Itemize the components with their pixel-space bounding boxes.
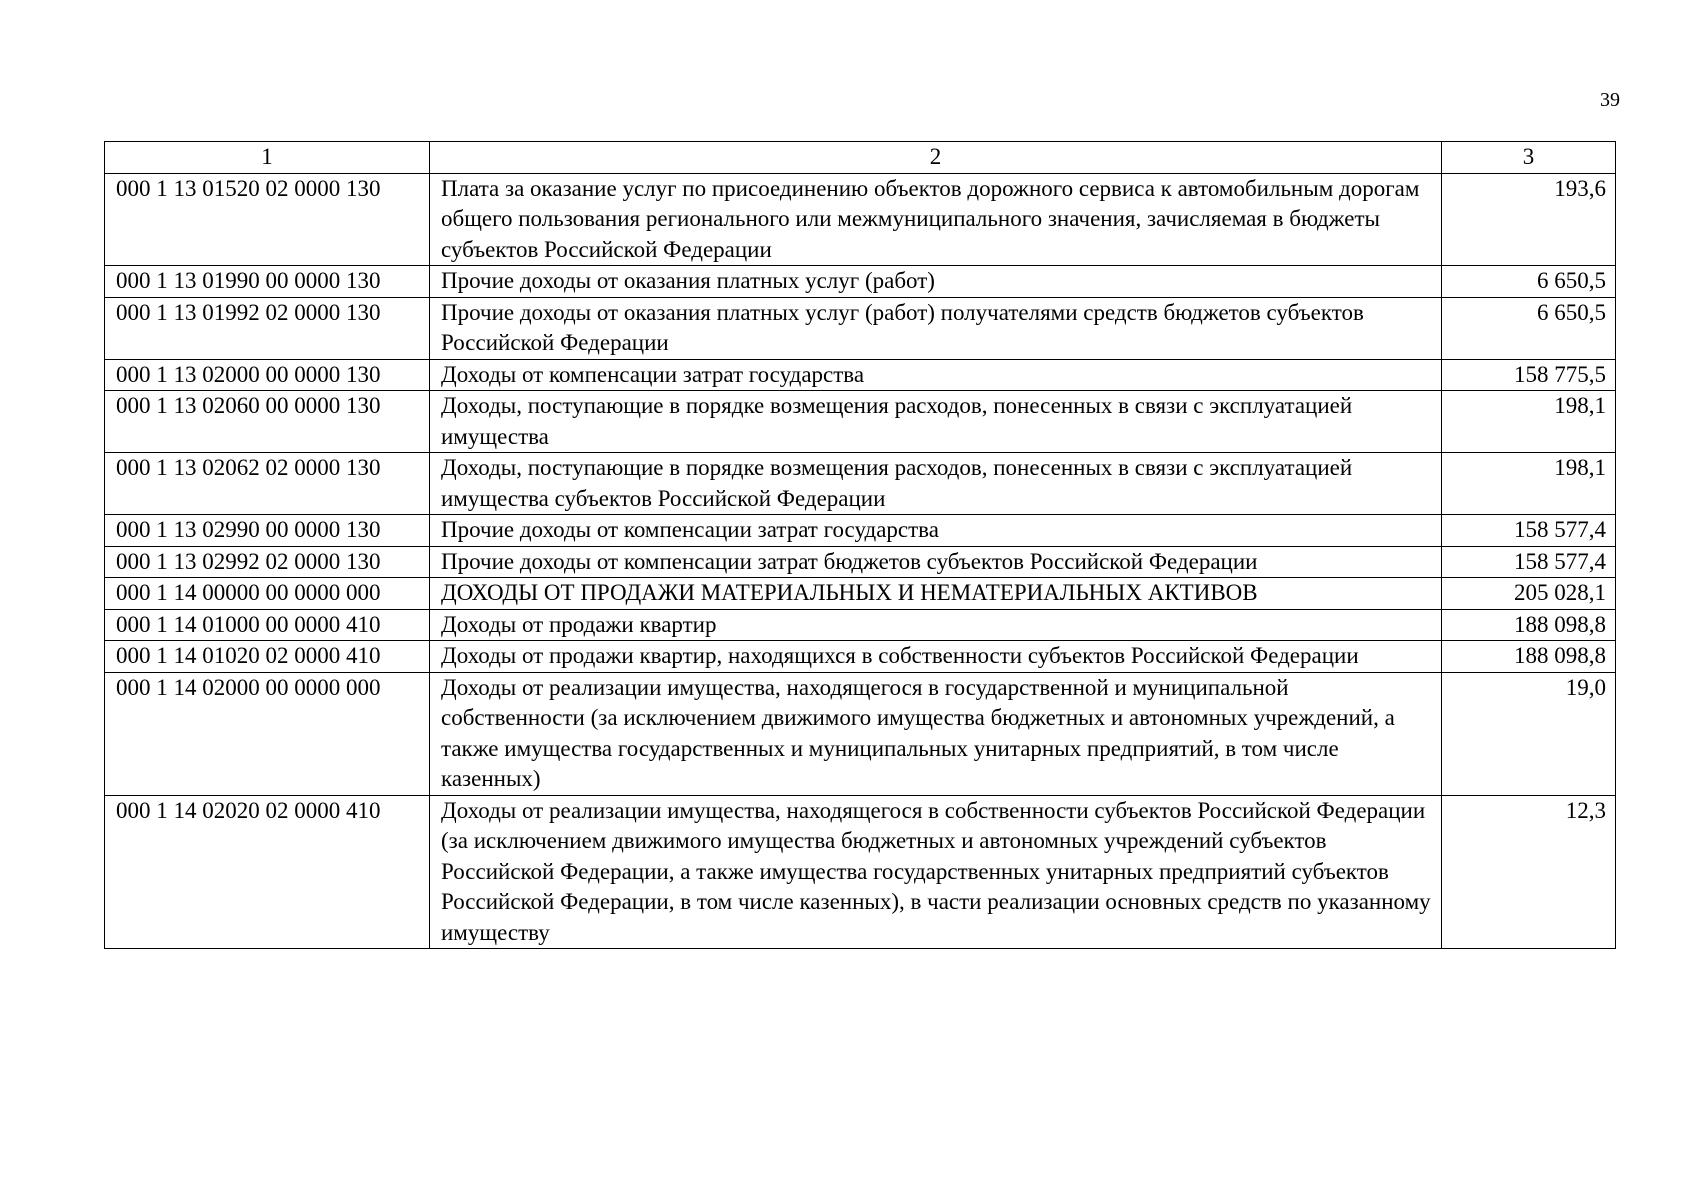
table-header — [105, 142, 1616, 174]
classification-code: 000 1 13 02990 00 0000 130 — [105, 515, 430, 547]
revenue-amount: 19,0 — [1442, 672, 1616, 795]
header-row — [105, 142, 1616, 174]
revenue-description: ДОХОДЫ ОТ ПРОДАЖИ МАТЕРИАЛЬНЫХ И НЕМАТЕРИАЛЬНЫХ АКТИВОВ — [430, 578, 1442, 610]
revenue-description: Доходы от реализации имущества, находящегося в собственности субъектов Российской Федерации (за исключением движимого имущества бюджетных и автономных учреждений субъектов Российской Федерации, а также имущества государственных унитарных предприятий субъектов Российской Федерации, в том числе казенных), в части реализации основных средств по указанному имуществу — [430, 795, 1442, 949]
classification-code: 000 1 13 02992 02 0000 130 — [105, 546, 430, 578]
classification-code: 000 1 14 00000 00 0000 000 — [105, 578, 430, 610]
revenue-amount: 188 098,8 — [1442, 641, 1616, 673]
column-header-description: 2 — [430, 142, 1442, 174]
revenue-amount: 12,3 — [1442, 795, 1616, 949]
revenue-description: Прочие доходы от оказания платных услуг (работ) получателями средств бюджетов субъектов Российской Федерации — [430, 297, 1442, 359]
page-number: 39 — [1600, 89, 1620, 111]
table-row — [105, 795, 1616, 949]
revenue-amount: 158 577,4 — [1442, 515, 1616, 547]
table-row — [105, 391, 1616, 453]
column-header-amount: 3 — [1442, 142, 1616, 174]
table-row — [105, 641, 1616, 673]
table-row — [105, 266, 1616, 298]
table-row — [105, 546, 1616, 578]
table-row — [105, 173, 1616, 266]
table-row — [105, 453, 1616, 515]
revenue-description: Прочие доходы от оказания платных услуг (работ) — [430, 266, 1442, 298]
classification-code: 000 1 13 01520 02 0000 130 — [105, 173, 430, 266]
revenue-amount: 158 577,4 — [1442, 546, 1616, 578]
revenue-amount: 198,1 — [1442, 391, 1616, 453]
classification-code: 000 1 14 02000 00 0000 000 — [105, 672, 430, 795]
revenue-description: Доходы от компенсации затрат государства — [430, 359, 1442, 391]
revenue-description: Доходы от реализации имущества, находящегося в государственной и муниципальной собственности (за исключением движимого имущества бюджетных и автономных учреждений, а также имущества государственных и муниципальных унитарных предприятий, в том числе казенных) — [430, 672, 1442, 795]
table-row — [105, 297, 1616, 359]
table-row — [105, 515, 1616, 547]
table-row — [105, 672, 1616, 795]
revenue-amount: 193,6 — [1442, 173, 1616, 266]
revenue-amount: 158 775,5 — [1442, 359, 1616, 391]
revenue-description: Плата за оказание услуг по присоединению объектов дорожного сервиса к автомобильным дорогам общего пользования регионального или межмуниципального значения, зачисляемая в бюджеты субъектов Российской Федерации — [430, 173, 1442, 266]
classification-code: 000 1 13 02062 02 0000 130 — [105, 453, 430, 515]
column-header-code: 1 — [105, 142, 430, 174]
table-body — [105, 173, 1616, 949]
revenue-description: Доходы, поступающие в порядке возмещения расходов, понесенных в связи с эксплуатацией имущества — [430, 391, 1442, 453]
revenue-description: Доходы, поступающие в порядке возмещения расходов, понесенных в связи с эксплуатацией имущества субъектов Российской Федерации — [430, 453, 1442, 515]
revenue-description: Доходы от продажи квартир, находящихся в собственности субъектов Российской Федерации — [430, 641, 1442, 673]
classification-code: 000 1 13 01992 02 0000 130 — [105, 297, 430, 359]
revenue-amount: 6 650,5 — [1442, 266, 1616, 298]
revenue-amount: 198,1 — [1442, 453, 1616, 515]
classification-code: 000 1 14 01020 02 0000 410 — [105, 641, 430, 673]
classification-code: 000 1 13 02000 00 0000 130 — [105, 359, 430, 391]
table-row — [105, 609, 1616, 641]
revenue-description: Доходы от продажи квартир — [430, 609, 1442, 641]
classification-code: 000 1 13 02060 00 0000 130 — [105, 391, 430, 453]
revenue-amount: 6 650,5 — [1442, 297, 1616, 359]
classification-code: 000 1 13 01990 00 0000 130 — [105, 266, 430, 298]
revenue-amount: 205 028,1 — [1442, 578, 1616, 610]
revenue-description: Прочие доходы от компенсации затрат государства — [430, 515, 1442, 547]
revenue-table — [104, 141, 1616, 949]
classification-code: 000 1 14 01000 00 0000 410 — [105, 609, 430, 641]
revenue-description: Прочие доходы от компенсации затрат бюджетов субъектов Российской Федерации — [430, 546, 1442, 578]
revenue-amount: 188 098,8 — [1442, 609, 1616, 641]
classification-code: 000 1 14 02020 02 0000 410 — [105, 795, 430, 949]
table-row — [105, 578, 1616, 610]
table-row — [105, 359, 1616, 391]
